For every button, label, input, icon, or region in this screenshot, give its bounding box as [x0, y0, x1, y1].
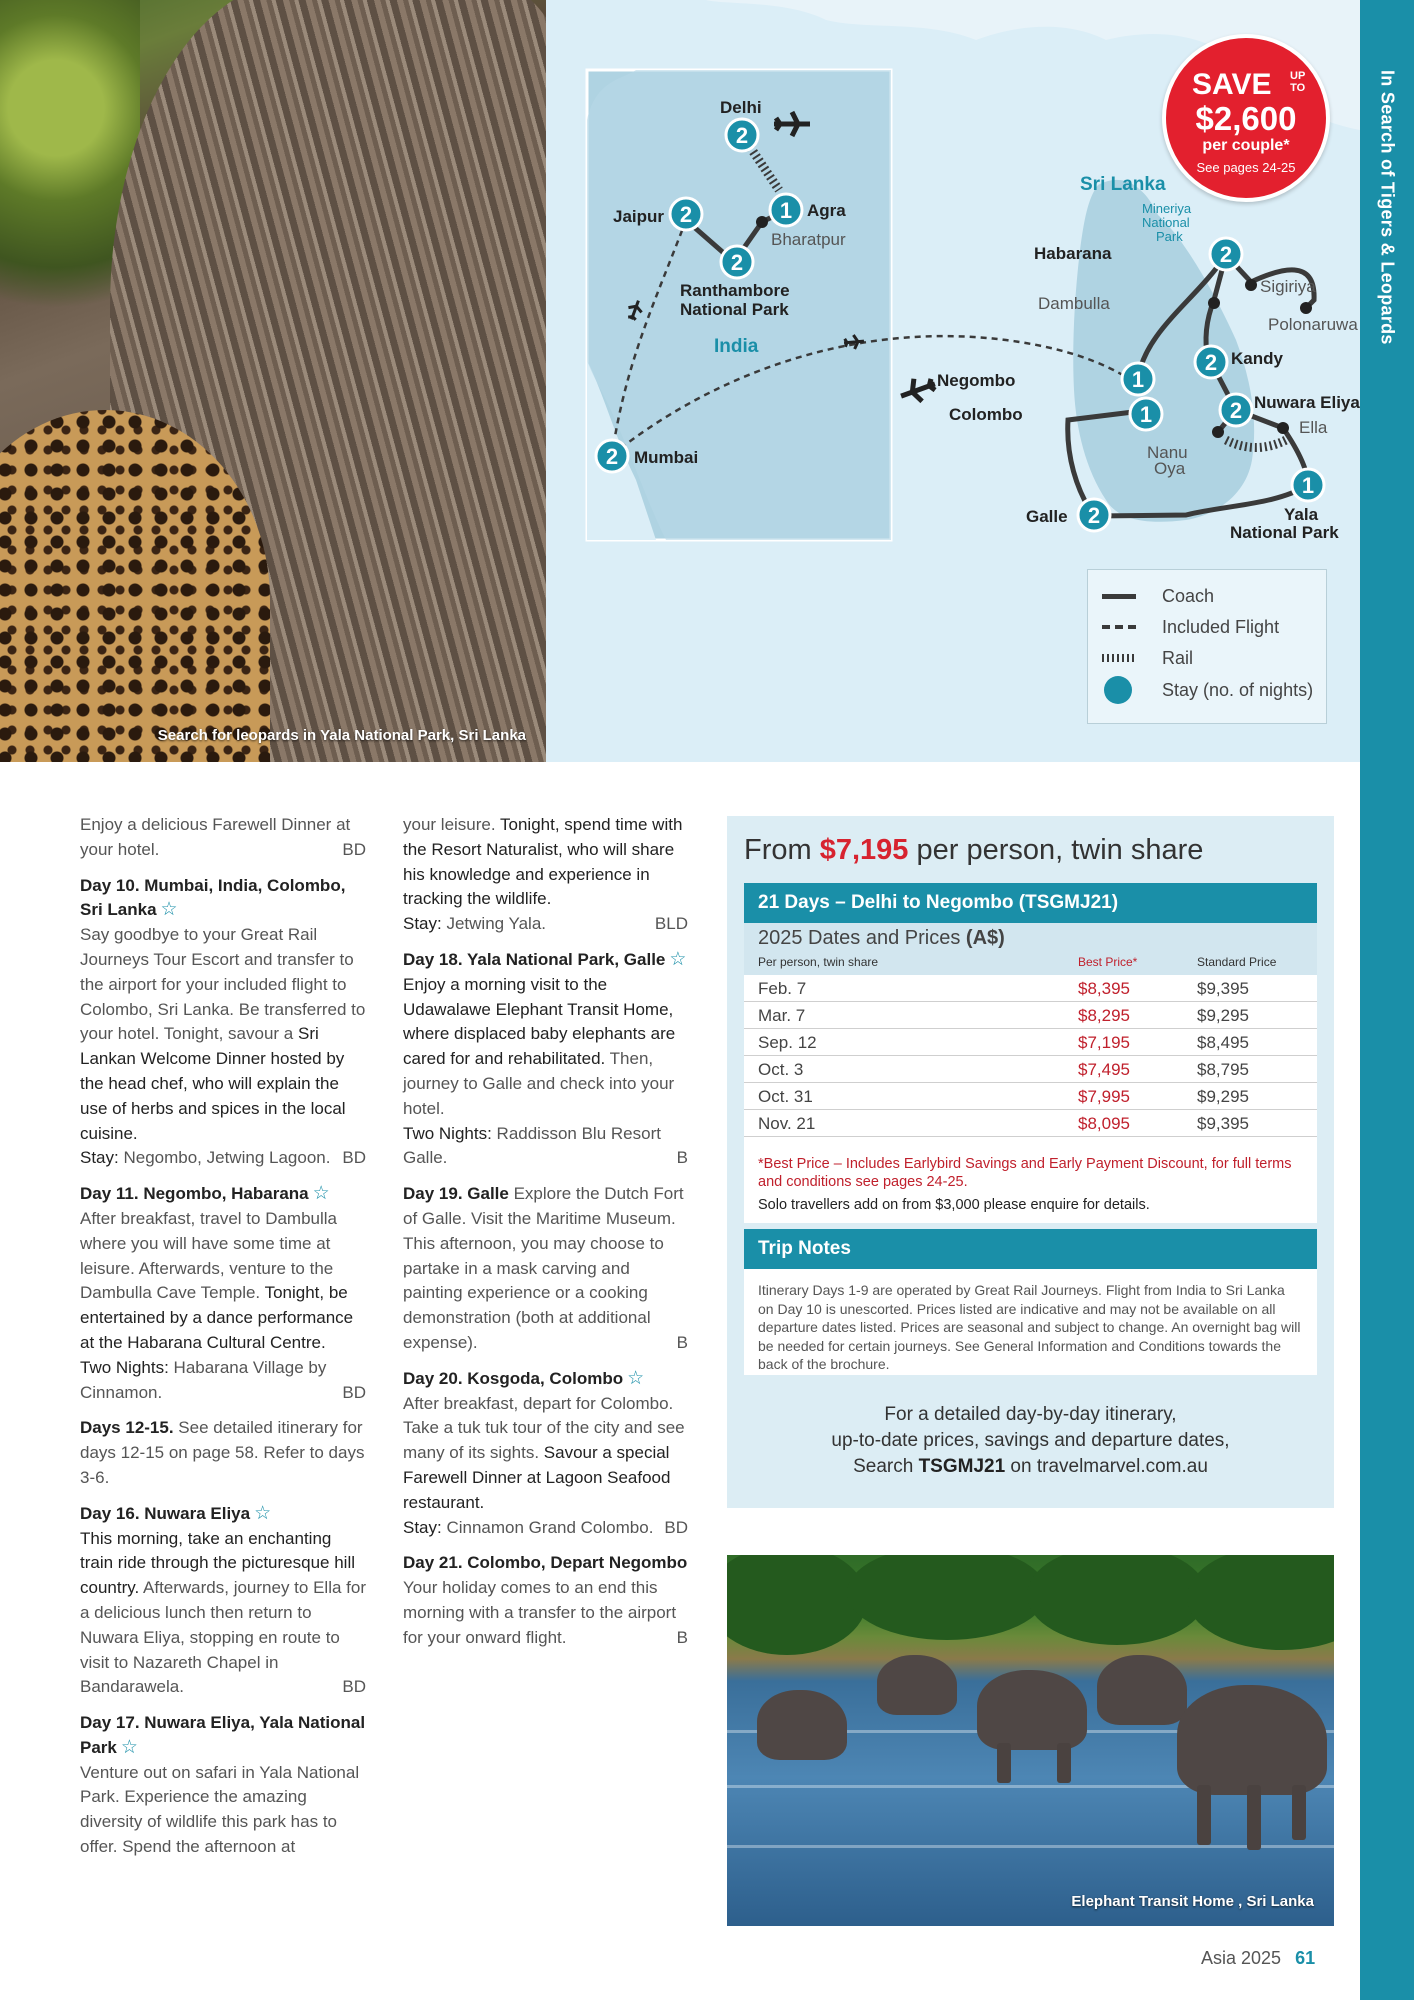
meal-code: B: [676, 1148, 688, 1168]
label-polonaruwa: Polonaruwa: [1268, 315, 1358, 334]
dambulla-dot: [1208, 297, 1220, 309]
map-legend: [1087, 569, 1327, 724]
trip-notes-bar: Trip Notes: [744, 1229, 1317, 1269]
star-icon: ☆: [120, 1736, 138, 1758]
flight-line-icon: [1102, 625, 1140, 629]
leopard-photo: [0, 0, 546, 762]
polonaruwa-dot: [1300, 302, 1312, 314]
save-up-to: UP TO: [1290, 70, 1306, 94]
label-negombo: Negombo: [937, 371, 1016, 390]
svg-text:2: 2: [1204, 350, 1218, 375]
label-habarana: Habarana: [1034, 244, 1112, 263]
meal-code: B: [676, 1627, 688, 1647]
side-title: In Search of Tigers & Leopards: [1377, 70, 1398, 345]
col-header-best: Best Price*: [1078, 955, 1138, 969]
label-mumbai: Mumbai: [634, 448, 699, 467]
photo-elephant-leg: [1247, 1785, 1261, 1850]
label-minneriya-3: Park: [1156, 229, 1183, 244]
label-dambulla: Dambulla: [1038, 294, 1110, 313]
stay-marker-yala: [1292, 469, 1324, 501]
dates-table: [744, 975, 1317, 1223]
meal-code: BD: [342, 1148, 366, 1168]
from-price-heading: From $7,195 per person, twin share: [744, 834, 1204, 866]
save-see-pages: See pages 24-25: [1196, 160, 1296, 175]
label-country-srilanka: Sri Lanka: [1080, 174, 1166, 195]
itinerary-day-17-cont: your leisure. Tonight, spend time with the Resort Naturalist, who will share his knowledge and experience in tracking the wildlife. Stay: Jetwing Yala. BLD: [403, 813, 688, 937]
meal-code: B: [676, 1332, 688, 1352]
save-badge: [1162, 34, 1330, 202]
svg-text:1: 1: [1301, 473, 1315, 498]
photo-elephant: [877, 1655, 957, 1715]
label-jaipur: Jaipur: [613, 207, 665, 226]
itinerary-day-18: Day 18. Yala National Park, Galle ☆ Enjoy a morning visit to the Udawalawe Elephant Transit Home, where displaced baby elephants are cared for and rehabilitated. Then, journey to Galle and check into your hotel. Two Nights: Raddisson Blu Resort Galle. B: [403, 948, 688, 1171]
itinerary-day-10: Day 10. Mumbai, India, Colombo, Sri Lanka ☆ Say goodbye to your Great Rail Journeys Tour Escort and transfer to the airport for your included flight to Colombo, Sri Lanka. Be transferred to your hotel. Tonight, savour a Sri Lankan Welcome Dinner hosted by the head chef, who will explain the use of herbs and spices in the local cuisine. Stay: Negombo, Jetwing Lagoon. BD: [80, 874, 366, 1172]
svg-text:2: 2: [605, 444, 619, 469]
table-row: Sep. 12 $7,195 $8,495: [744, 1029, 1317, 1056]
label-delhi: Delhi: [720, 98, 762, 117]
legend-coach: Coach: [1102, 584, 1214, 608]
plane-icon: [897, 373, 939, 408]
svg-text:1: 1: [1139, 402, 1153, 427]
label-agra: Agra: [807, 201, 846, 220]
itinerary-day-21: Day 21. Colombo, Depart Negombo Your holiday comes to an end this morning with a transfer to the airport for your onward flight. B: [403, 1551, 688, 1650]
photo-tree: [1027, 1555, 1207, 1645]
table-row: Oct. 31 $7,995 $9,295: [744, 1083, 1317, 1110]
save-word: SAVE: [1192, 68, 1272, 101]
itinerary-day-17: Day 17. Nuwara Eliya, Yala National Park ☆ Venture out on safari in Yala National Park. Experience the amazing diversity of wildlife this park has to offer. Spend the afternoon at: [80, 1713, 366, 1857]
meal-code: BLD: [654, 914, 688, 934]
trip-notes-text: Itinerary Days 1-9 are operated by Great Rail Journeys. Flight from India to Sri Lanka on Day 10 is unescorted. Prices listed are indicative and may not be available on all departure dates listed. Prices are seasonal and subject to change. An overnight bag will be needed for certain journeys. See General Information and Conditions towards the back of the brochure.: [744, 1269, 1317, 1375]
label-nanuoya: Nanu: [1147, 443, 1188, 462]
stay-marker-mumbai: [596, 440, 628, 472]
label-ranthambore: Ranthambore: [680, 281, 790, 300]
itinerary-intro: Enjoy a delicious Farewell Dinner at your hotel. BD: [80, 813, 366, 863]
stay-marker-kandy: [1195, 346, 1227, 378]
dates-table-header: 2025 Dates and Prices (A$) Per person, twin share Best Price* Standard Price: [744, 923, 1317, 975]
svg-text:2: 2: [679, 202, 693, 227]
meal-code: BD: [342, 1677, 366, 1697]
table-row: Nov. 21 $8,095 $9,395: [744, 1110, 1317, 1137]
photo-elephant: [757, 1690, 847, 1760]
svg-text:2: 2: [730, 250, 744, 275]
photo-elephant-leg: [1057, 1743, 1071, 1783]
svg-text:1: 1: [779, 198, 793, 223]
photo-tree: [1187, 1555, 1334, 1650]
label-minneriya: Mineriya: [1142, 201, 1192, 216]
svg-text:1: 1: [1131, 367, 1145, 392]
leopard-caption: Search for leopards in Yala National Park, Sri Lanka: [157, 727, 526, 744]
elephant-photo: [727, 1555, 1334, 1926]
stay-marker-colombo: [1130, 398, 1162, 430]
meal-code: BD: [664, 1517, 688, 1537]
stay-marker-ranthambore: [721, 246, 753, 278]
svg-text:2: 2: [1219, 242, 1233, 267]
photo-elephant: [1177, 1685, 1327, 1795]
itinerary-day-11: Day 11. Negombo, Habarana ☆ After breakfast, travel to Dambulla where you will have some time at leisure. Afterwards, venture to the Dambulla Cave Temple. Tonight, be entertained by a dance performance at the Habarana Cultural Centre. Two Nights: Habarana Village by Cinnamon. BD: [80, 1182, 366, 1405]
star-icon: ☆: [160, 899, 178, 921]
best-price-note: *Best Price – Includes Earlybird Savings and Early Payment Discount, for full terms and conditions see pages 24-25.: [758, 1156, 1292, 1190]
tour-title-bar: 21 Days – Delhi to Negombo (TSGMJ21): [744, 883, 1317, 923]
detail-callout: For a detailed day-by-day itinerary, up-to-date prices, savings and departure dates, Search TSGMJ21 on travelmarvel.com.au: [831, 1404, 1230, 1477]
photo-elephant: [977, 1670, 1087, 1750]
ella-dot: [1277, 422, 1289, 434]
label-galle: Galle: [1026, 507, 1068, 526]
photo-elephant: [1097, 1655, 1187, 1725]
stay-marker-agra: [770, 194, 802, 226]
save-amount: $2,600: [1195, 100, 1297, 137]
footer-section: Asia 2025: [1201, 1948, 1282, 1968]
photo-elephant-leg: [1197, 1785, 1211, 1845]
itinerary-column-2: [403, 813, 688, 1662]
label-ella: Ella: [1299, 418, 1328, 437]
label-yala: Yala: [1284, 505, 1319, 524]
nanuoya-dot: [1212, 426, 1224, 438]
col-header-standard: Standard Price: [1197, 955, 1277, 969]
table-row: Feb. 7 $8,395 $9,395: [744, 975, 1317, 1002]
meal-code: BD: [342, 1382, 366, 1402]
svg-text:2: 2: [1087, 503, 1101, 528]
legend-stay: Stay (no. of nights): [1102, 678, 1313, 702]
solo-note: Solo travellers add on from $3,000 please enquire for details.: [758, 1197, 1150, 1213]
stay-marker-nuwara: [1220, 394, 1252, 426]
star-icon: ☆: [312, 1183, 330, 1205]
page-footer: [1201, 1948, 1315, 1969]
table-row: Oct. 3 $7,495 $8,795: [744, 1056, 1317, 1083]
itinerary-day-16: Day 16. Nuwara Eliya ☆ This morning, take an enchanting train ride through the picturesque hill country. Afterwards, journey to Ella for a delicious lunch then return to Nuwara Eliya, stopping en route to visit to Nazareth Chapel in Bandarawela. BD: [80, 1502, 366, 1700]
star-icon: ☆: [669, 948, 687, 970]
label-minneriya-2: National: [1142, 215, 1190, 230]
photo-elephant-leg: [1292, 1785, 1306, 1840]
stay-marker-habarana: [1210, 238, 1242, 270]
sigiriya-dot: [1245, 279, 1257, 291]
photo-tree: [727, 1555, 867, 1655]
table-row: Mar. 7 $8,295 $9,295: [744, 1002, 1317, 1029]
photo-tree: [847, 1555, 1047, 1640]
label-colombo: Colombo: [949, 405, 1023, 424]
legend-flight: Included Flight: [1102, 615, 1279, 639]
elephant-caption: Elephant Transit Home , Sri Lanka: [1071, 1893, 1314, 1910]
label-nanuoya-2: Oya: [1154, 459, 1186, 478]
page-number: 61: [1295, 1948, 1316, 1968]
photo-water-ripple: [727, 1845, 1334, 1848]
stay-marker-galle: [1078, 499, 1110, 531]
star-icon: ☆: [254, 1502, 272, 1524]
photo-elephant-leg: [997, 1743, 1011, 1783]
meal-code: BD: [342, 839, 366, 859]
svg-text:2: 2: [1229, 398, 1243, 423]
stay-marker-negombo: [1122, 363, 1154, 395]
label-country-india: India: [714, 336, 759, 357]
bharatpur-dot: [756, 216, 768, 228]
save-per-couple: per couple*: [1202, 137, 1290, 154]
price-box: [727, 816, 1334, 1508]
itinerary-day-20: Day 20. Kosgoda, Colombo ☆ After breakfast, depart for Colombo. Take a tuk tuk tour of the city and see many of its sights. Savour a special Farewell Dinner at Lagoon Seafood restaurant. Stay: Cinnamon Grand Colombo. BD: [403, 1367, 688, 1541]
label-kandy: Kandy: [1231, 349, 1283, 368]
stay-marker-delhi: [726, 119, 758, 151]
itinerary-days-12-15: Days 12-15. See detailed itinerary for days 12-15 on page 58. Refer to days 3-6.: [80, 1418, 365, 1487]
rail-line-icon: [1102, 654, 1140, 662]
label-nuwara: Nuwara Eliya: [1254, 393, 1360, 412]
label-yala-2: National Park: [1230, 523, 1339, 542]
svg-text:2: 2: [735, 123, 749, 148]
label-sigiriya: Sigiriya: [1260, 277, 1316, 296]
label-bharatpur: Bharatpur: [771, 230, 846, 249]
label-ranthambore-2: National Park: [680, 300, 789, 319]
coach-line-icon: [1102, 594, 1140, 599]
itinerary-day-19: Day 19. Galle Explore the Dutch Fort of Galle. Visit the Maritime Museum. This afternoon, you may choose to partake in a mask carving and painting experience or a cooking demonstration (both at additional expense). B: [403, 1182, 688, 1356]
legend-rail: Rail: [1102, 646, 1193, 670]
col-header-pp: Per person, twin share: [758, 955, 879, 969]
stay-circle-icon: [1102, 676, 1140, 704]
stay-marker-jaipur: [670, 198, 702, 230]
itinerary-column-1: [80, 813, 366, 1871]
star-icon: ☆: [627, 1367, 645, 1389]
